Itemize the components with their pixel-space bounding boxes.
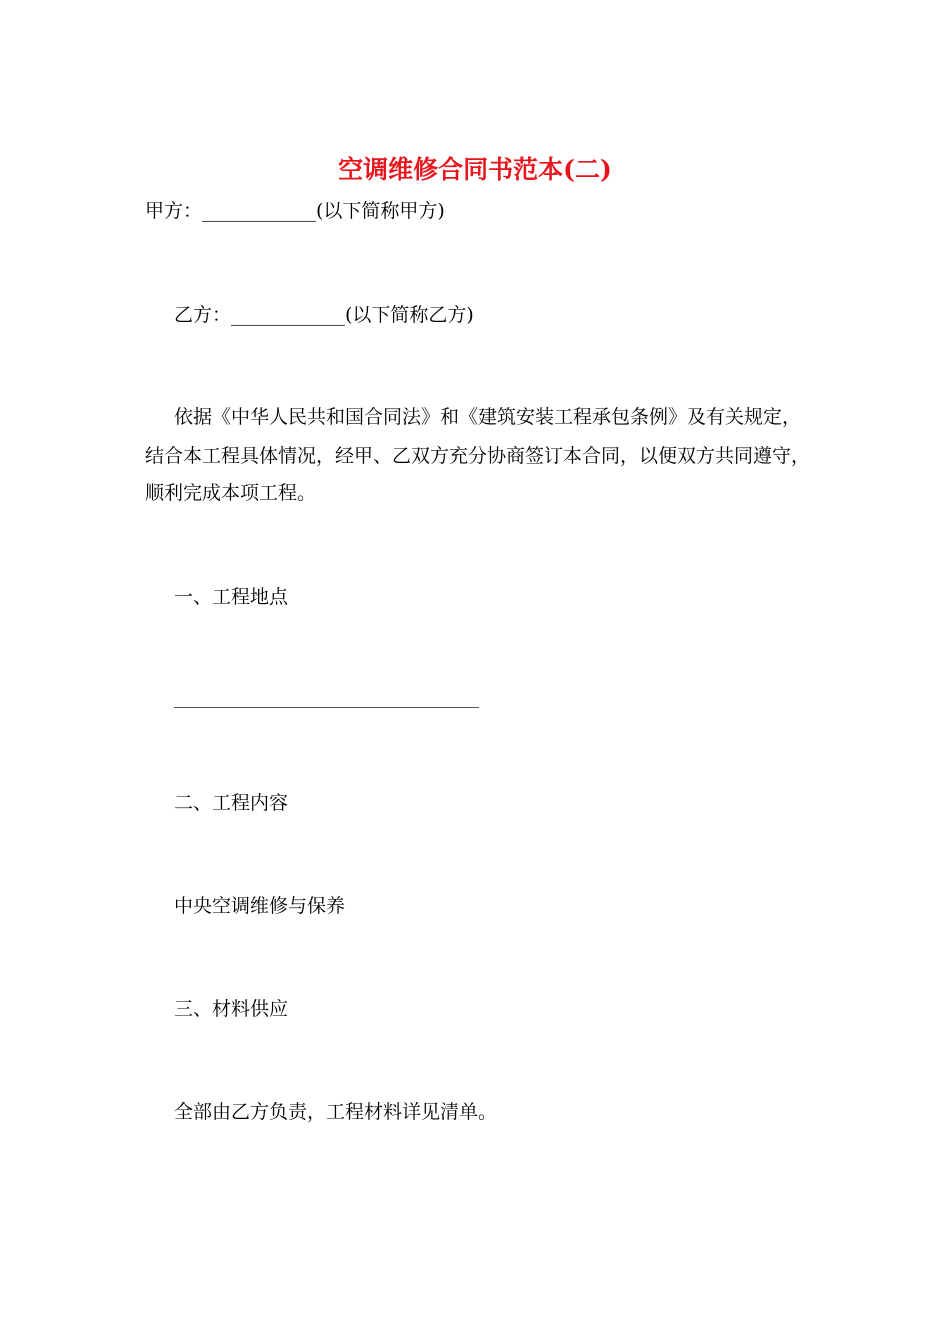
intro-line-2: 结合本工程具体情况，经甲、乙双方充分协商签订本合同，以便双方共同遵守， — [145, 445, 811, 467]
section-2-body: 中央空调维修与保养 — [174, 895, 346, 917]
party-a-line: 甲方：____________(以下简称甲方) — [145, 200, 445, 222]
intro-line-1: 依据《中华人民共和国合同法》和《建筑安装工程承包条例》及有关规定， — [174, 406, 802, 428]
section-2-heading: 二、工程内容 — [174, 792, 289, 814]
intro-line-3: 顺利完成本项工程。 — [145, 482, 317, 504]
section-3-heading: 三、材料供应 — [174, 998, 289, 1020]
document-title: 空调维修合同书范本(二) — [338, 155, 612, 184]
site-address-blank — [174, 707, 479, 708]
section-1-heading: 一、工程地点 — [174, 586, 289, 608]
party-b-line: 乙方：____________(以下简称乙方) — [174, 304, 474, 326]
section-3-body: 全部由乙方负责，工程材料详见清单。 — [174, 1101, 498, 1123]
